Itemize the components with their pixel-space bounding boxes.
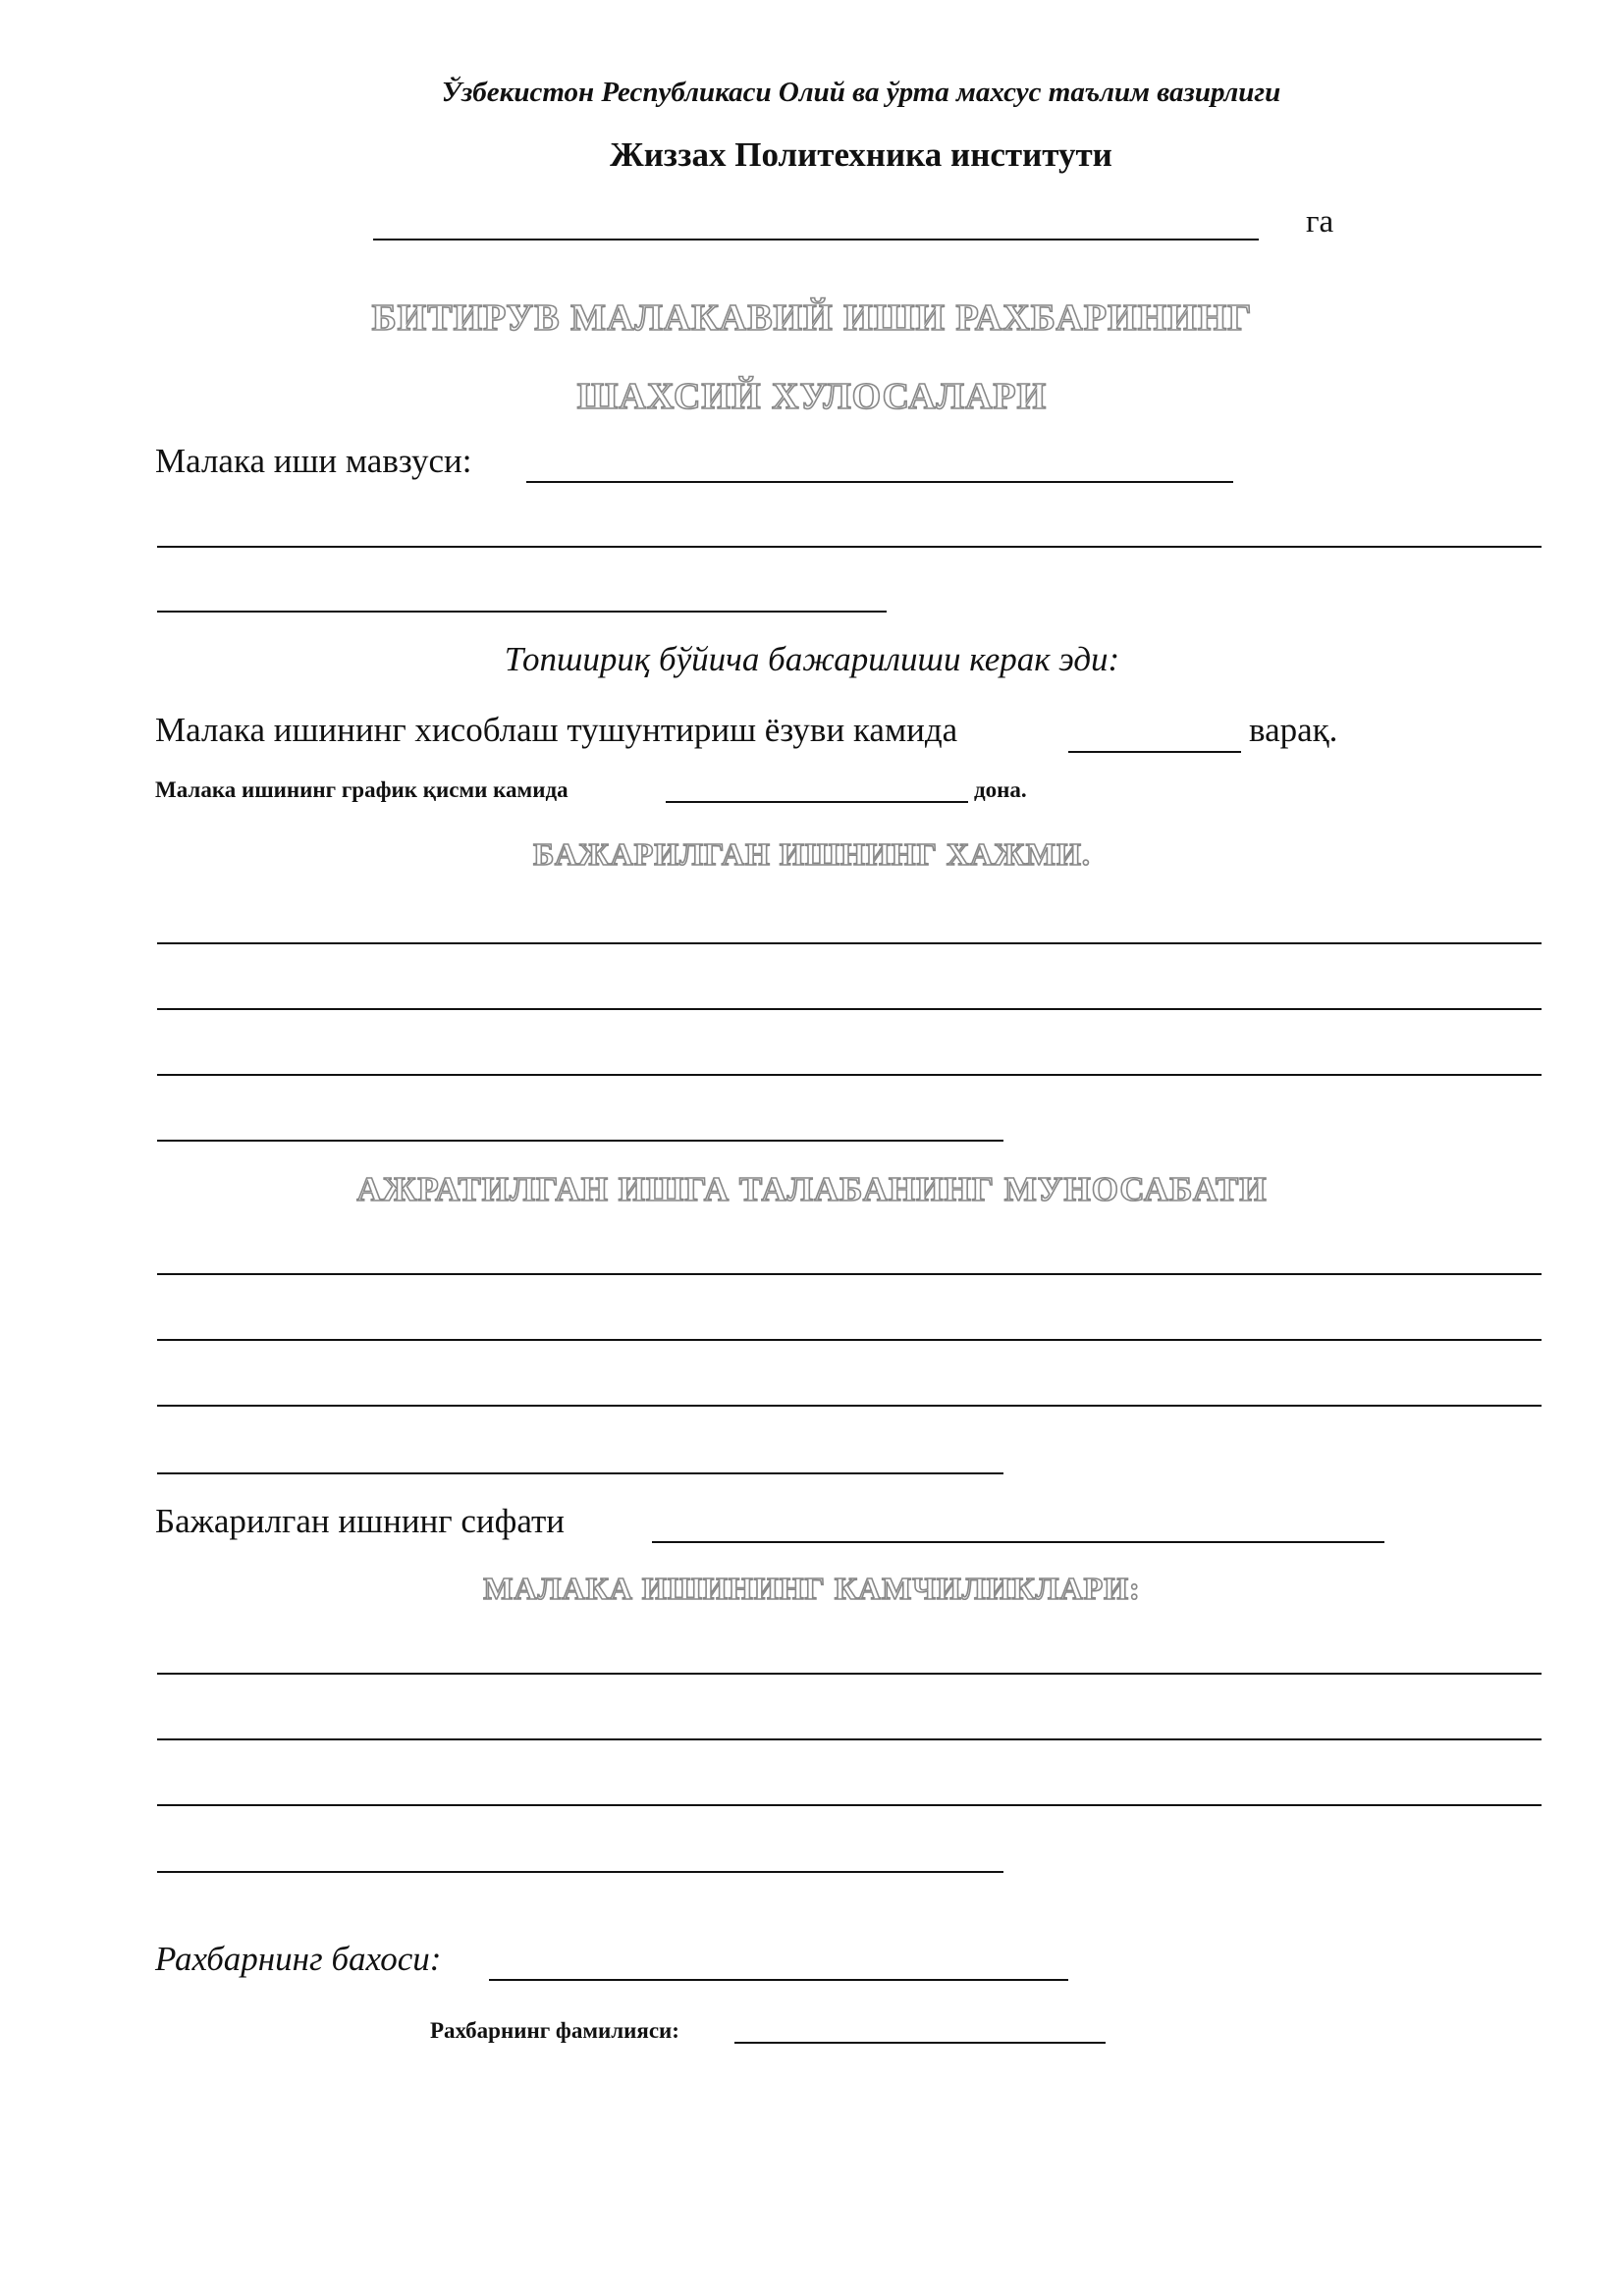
grade-label: Рахбарнинг бахоси:	[155, 1940, 442, 1978]
quality-field[interactable]	[652, 1541, 1384, 1543]
grade-field[interactable]	[489, 1979, 1068, 1981]
surname-label: Рахбарнинг фамилияси:	[430, 2018, 679, 2043]
volume-heading: БАЖАРИЛГАН ИШНИНГ ХАЖМИ.	[533, 836, 1091, 872]
quality-label: Бажарилган ишнинг сифати	[155, 1502, 565, 1540]
topic-field-2[interactable]	[157, 546, 1542, 548]
attitude-field-3[interactable]	[157, 1405, 1542, 1407]
shortcomings-field-1[interactable]	[157, 1673, 1542, 1675]
institute-heading: Жиззах Политехника институти	[610, 135, 1112, 174]
shortcomings-field-2[interactable]	[157, 1738, 1542, 1740]
volume-field-1[interactable]	[157, 942, 1542, 944]
shortcomings-field-4[interactable]	[157, 1871, 1003, 1873]
attitude-heading: АЖРАТИЛГАН ИШГА ТАЛАБАНИНГ МУНОСАБАТИ	[356, 1170, 1268, 1208]
surname-field[interactable]	[734, 2042, 1106, 2044]
ministry-heading: Ўзбекистон Республикаси Олий ва ўрта махсус таълим вазирлиги	[441, 77, 1281, 108]
pages-label: Малака ишининг хисоблаш тушунтириш ёзуви камида	[155, 711, 958, 749]
assignment-heading: Топшириқ бўйича бажарилиши керак эди:	[504, 640, 1120, 678]
shortcomings-field-3[interactable]	[157, 1804, 1542, 1806]
document-title-line1: БИТИРУВ МАЛАКАВИЙ ИШИ РАХБАРИНИНГ	[371, 297, 1253, 339]
addressee-field[interactable]	[373, 239, 1259, 240]
topic-field-3[interactable]	[157, 611, 887, 613]
attitude-field-2[interactable]	[157, 1339, 1542, 1341]
pages-unit: варақ.	[1249, 711, 1338, 749]
attitude-field-4[interactable]	[157, 1472, 1003, 1474]
document-title-line2: ШАХСИЙ ХУЛОСАЛАРИ	[576, 376, 1048, 417]
pages-count-field[interactable]	[1068, 751, 1241, 753]
shortcomings-heading: МАЛАКА ИШИНИНГ КАМЧИЛИКЛАРИ:	[483, 1571, 1141, 1606]
graphics-count-field[interactable]	[666, 801, 968, 803]
graphics-unit: дона.	[974, 777, 1027, 802]
volume-field-3[interactable]	[157, 1074, 1542, 1076]
topic-label: Малака иши мавзуси:	[155, 442, 472, 480]
graphics-label: Малака ишининг график қисми камида	[155, 777, 568, 802]
topic-field-1[interactable]	[526, 481, 1233, 483]
addressee-suffix: га	[1306, 204, 1334, 240]
attitude-field-1[interactable]	[157, 1273, 1542, 1275]
volume-field-2[interactable]	[157, 1008, 1542, 1010]
volume-field-4[interactable]	[157, 1140, 1003, 1142]
